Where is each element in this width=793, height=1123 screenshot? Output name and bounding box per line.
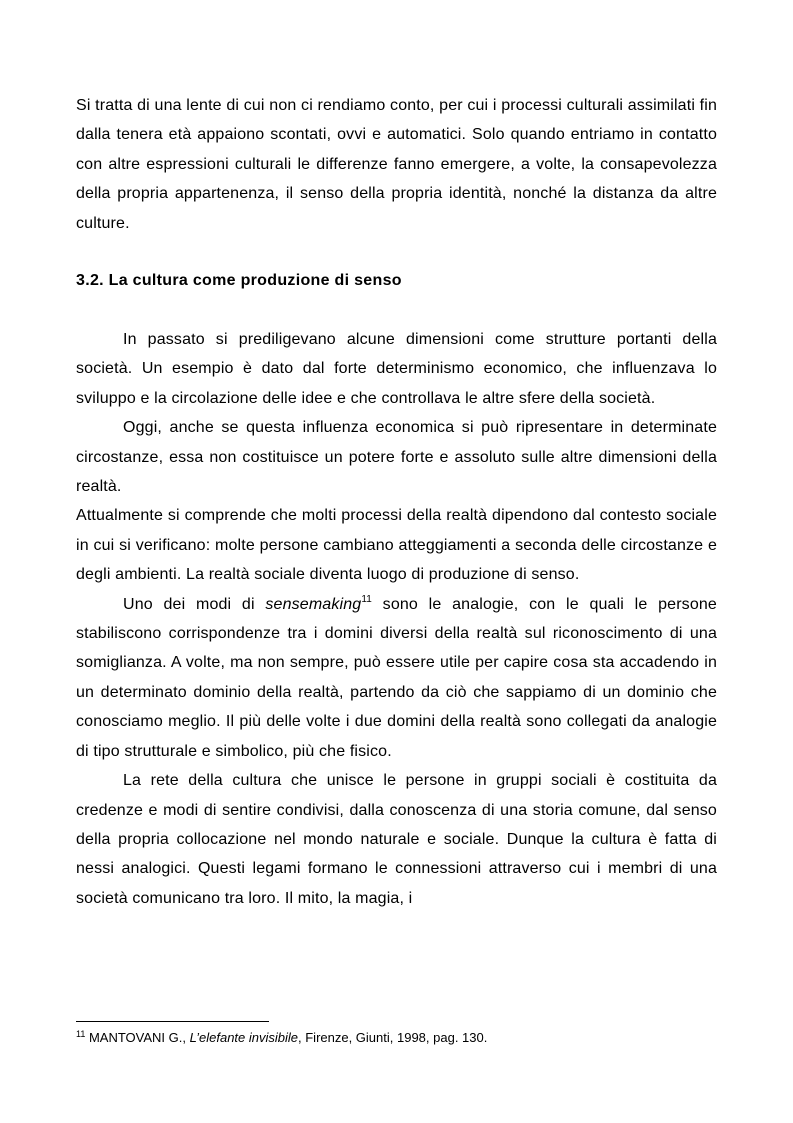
footnote-title: L’elefante invisibile [189,1030,299,1045]
document-page [76,0,717,1123]
section-heading: 3.2. La cultura come produzione di senso [76,272,402,289]
sensemaking-term: sensemaking [265,595,362,613]
section-body [76,325,717,913]
footnote [76,1029,487,1047]
paragraph-sensemaking [76,590,717,766]
sensemaking-rest: sono le analogie, con le quali le persone stabiliscono corrispondenze tra i domini diversi della realtà sul riconoscimento di una somiglianza. A volte, ma non sempre, può essere utile per capire cosa sta accadendo in un determinato dominio della realtà, partendo da ciò che sappiamo di un dominio che conosciamo meglio. Il più delle volte i due domini della realtà sono collegati da analogie di tipo strutturale e simbolico, più che fisico. [76,595,717,760]
intro-paragraph: Si tratta di una lente di cui non ci rendiamo conto, per cui i processi culturali assimilati fin dalla tenera età appaiono scontati, ovvi e automatici. Solo quando entriamo in contatto con altre espressioni culturali le differenze fanno emergere, a volte, la consapevolezza della propria appartenenza, il senso della propria identità, nonché la distanza da altre culture. [76,97,717,232]
sensemaking-lead: Uno dei modi di [123,595,266,613]
paragraph-today-influence: Oggi, anche se questa influenza economica si può ripresentare in determinate circostanze, essa non costituisce un potere forte e assoluto sulle altre dimensioni della realtà. [76,419,717,496]
footnote-separator [76,1021,269,1022]
footnote-details: , Firenze, Giunti, 1998, pag. 130. [298,1030,488,1045]
paragraph-past-dimensions: In passato si prediligevano alcune dimensioni come strutture portanti della società. Un esempio è dato dal forte determinismo economico, che influenzava lo sviluppo e la circolazione delle idee e che controllava le altre sfere della società. [76,331,717,407]
paragraph-culture-network: La rete della cultura che unisce le persone in gruppi sociali è costituita da credenze e modi di sentire condivisi, dalla conoscenza di una storia comune, dal senso della propria collocazione nel mondo naturale e sociale. Dunque la cultura è fatta di nessi analogici. Questi legami formano le connessioni attraverso cui i membri di una società comunicano tra loro. Il mito, la magia, i [76,772,717,907]
footnote-reference: 11 [361,593,372,605]
footnote-number: 11 [76,1029,86,1039]
footnote-author: MANTOVANI G., [85,1030,190,1045]
paragraph-social-context: Attualmente si comprende che molti processi della realtà dipendono dal contesto sociale in cui si verificano: molte persone cambiano atteggiamenti a seconda delle circostanze e degli ambienti. La realtà sociale diventa luogo di produzione di senso. [76,507,717,584]
